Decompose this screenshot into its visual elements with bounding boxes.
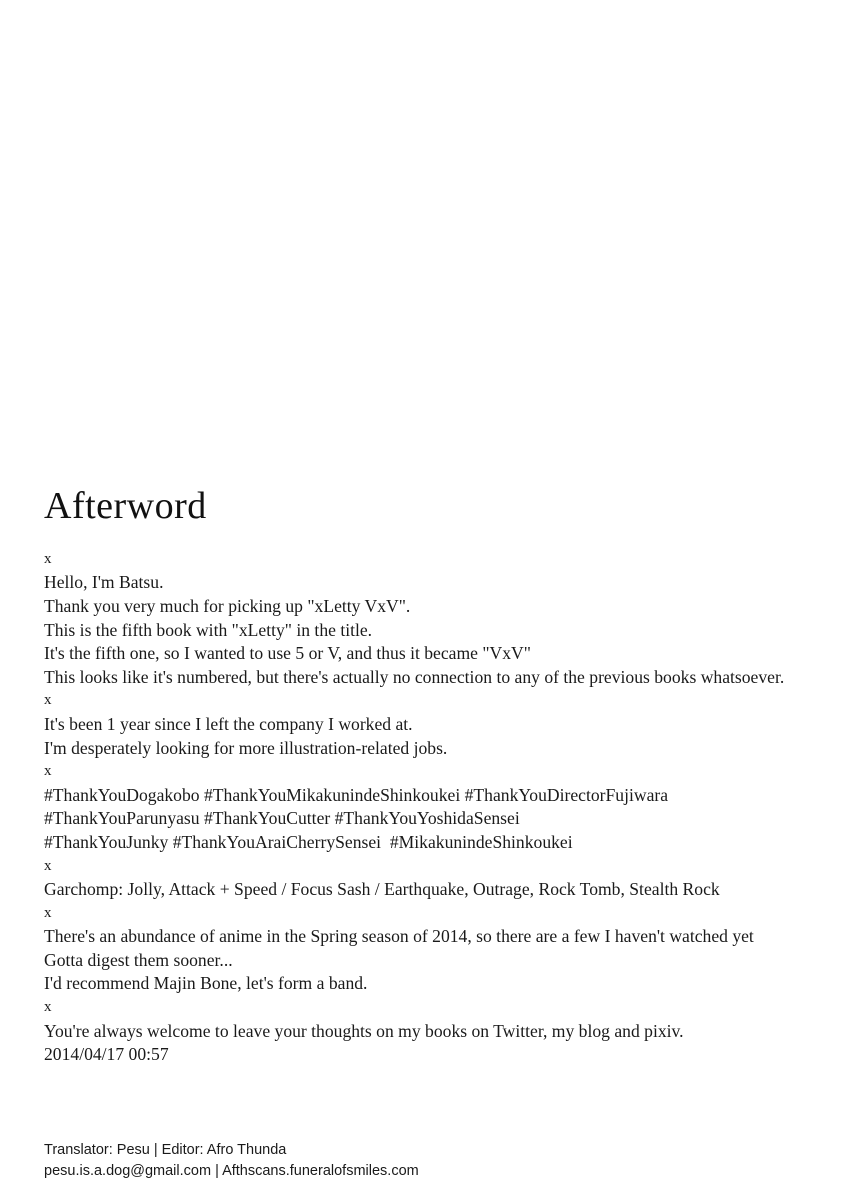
body-line: You're always welcome to leave your thoughts on my books on Twitter, my blog and pixiv. [44, 1020, 684, 1041]
body-line: It's the fifth one, so I wanted to use 5 or V, and thus it became "VxV" [44, 643, 531, 664]
afterword-body [44, 548, 814, 1067]
section-marker: x [44, 550, 52, 567]
credits-block [44, 1140, 814, 1182]
credits-contact: pesu.is.a.dog@gmail.com | Afthscans.funeralofsmiles.com [44, 1163, 419, 1179]
body-line: It's been 1 year since I left the company I worked at. [44, 713, 413, 734]
body-line-hashtags: #ThankYouDogakobo #ThankYouMikakunindeShinkoukei #ThankYouDirectorFujiwara [44, 784, 669, 805]
body-line-hashtags: #ThankYouParunyasu #ThankYouCutter #ThankYouYoshidaSensei [44, 808, 520, 829]
body-line: This is the fifth book with "xLetty" in the title. [44, 619, 373, 640]
section-marker: x [44, 692, 52, 709]
section-marker: x [44, 904, 52, 921]
section-marker: x [44, 857, 52, 874]
body-line-hashtags: #ThankYouJunky #ThankYouAraiCherrySensei #MikakunindeShinkoukei [44, 831, 573, 852]
body-line: Thank you very much for picking up "xLetty VxV". [44, 595, 411, 616]
section-marker: x [44, 999, 52, 1016]
body-line: I'd recommend Majin Bone, let's form a band. [44, 973, 368, 994]
afterword-section [44, 486, 814, 1067]
body-line: Hello, I'm Batsu. [44, 572, 164, 593]
body-line: Gotta digest them sooner... [44, 949, 233, 970]
timestamp: 2014/04/17 00:57 [44, 1044, 169, 1065]
body-line: This looks like it's numbered, but there's actually no connection to any of the previous books whatsoever. [44, 666, 785, 687]
section-marker: x [44, 763, 52, 780]
body-line: Garchomp: Jolly, Attack + Speed / Focus Sash / Earthquake, Outrage, Rock Tomb, Stealth Rock [44, 879, 720, 900]
body-line: There's an abundance of anime in the Spring season of 2014, so there are a few I haven't watched yet [44, 926, 754, 947]
body-line: I'm desperately looking for more illustration-related jobs. [44, 737, 448, 758]
credits-staff: Translator: Pesu | Editor: Afro Thunda [44, 1142, 287, 1158]
page-title: Afterword [44, 485, 207, 527]
